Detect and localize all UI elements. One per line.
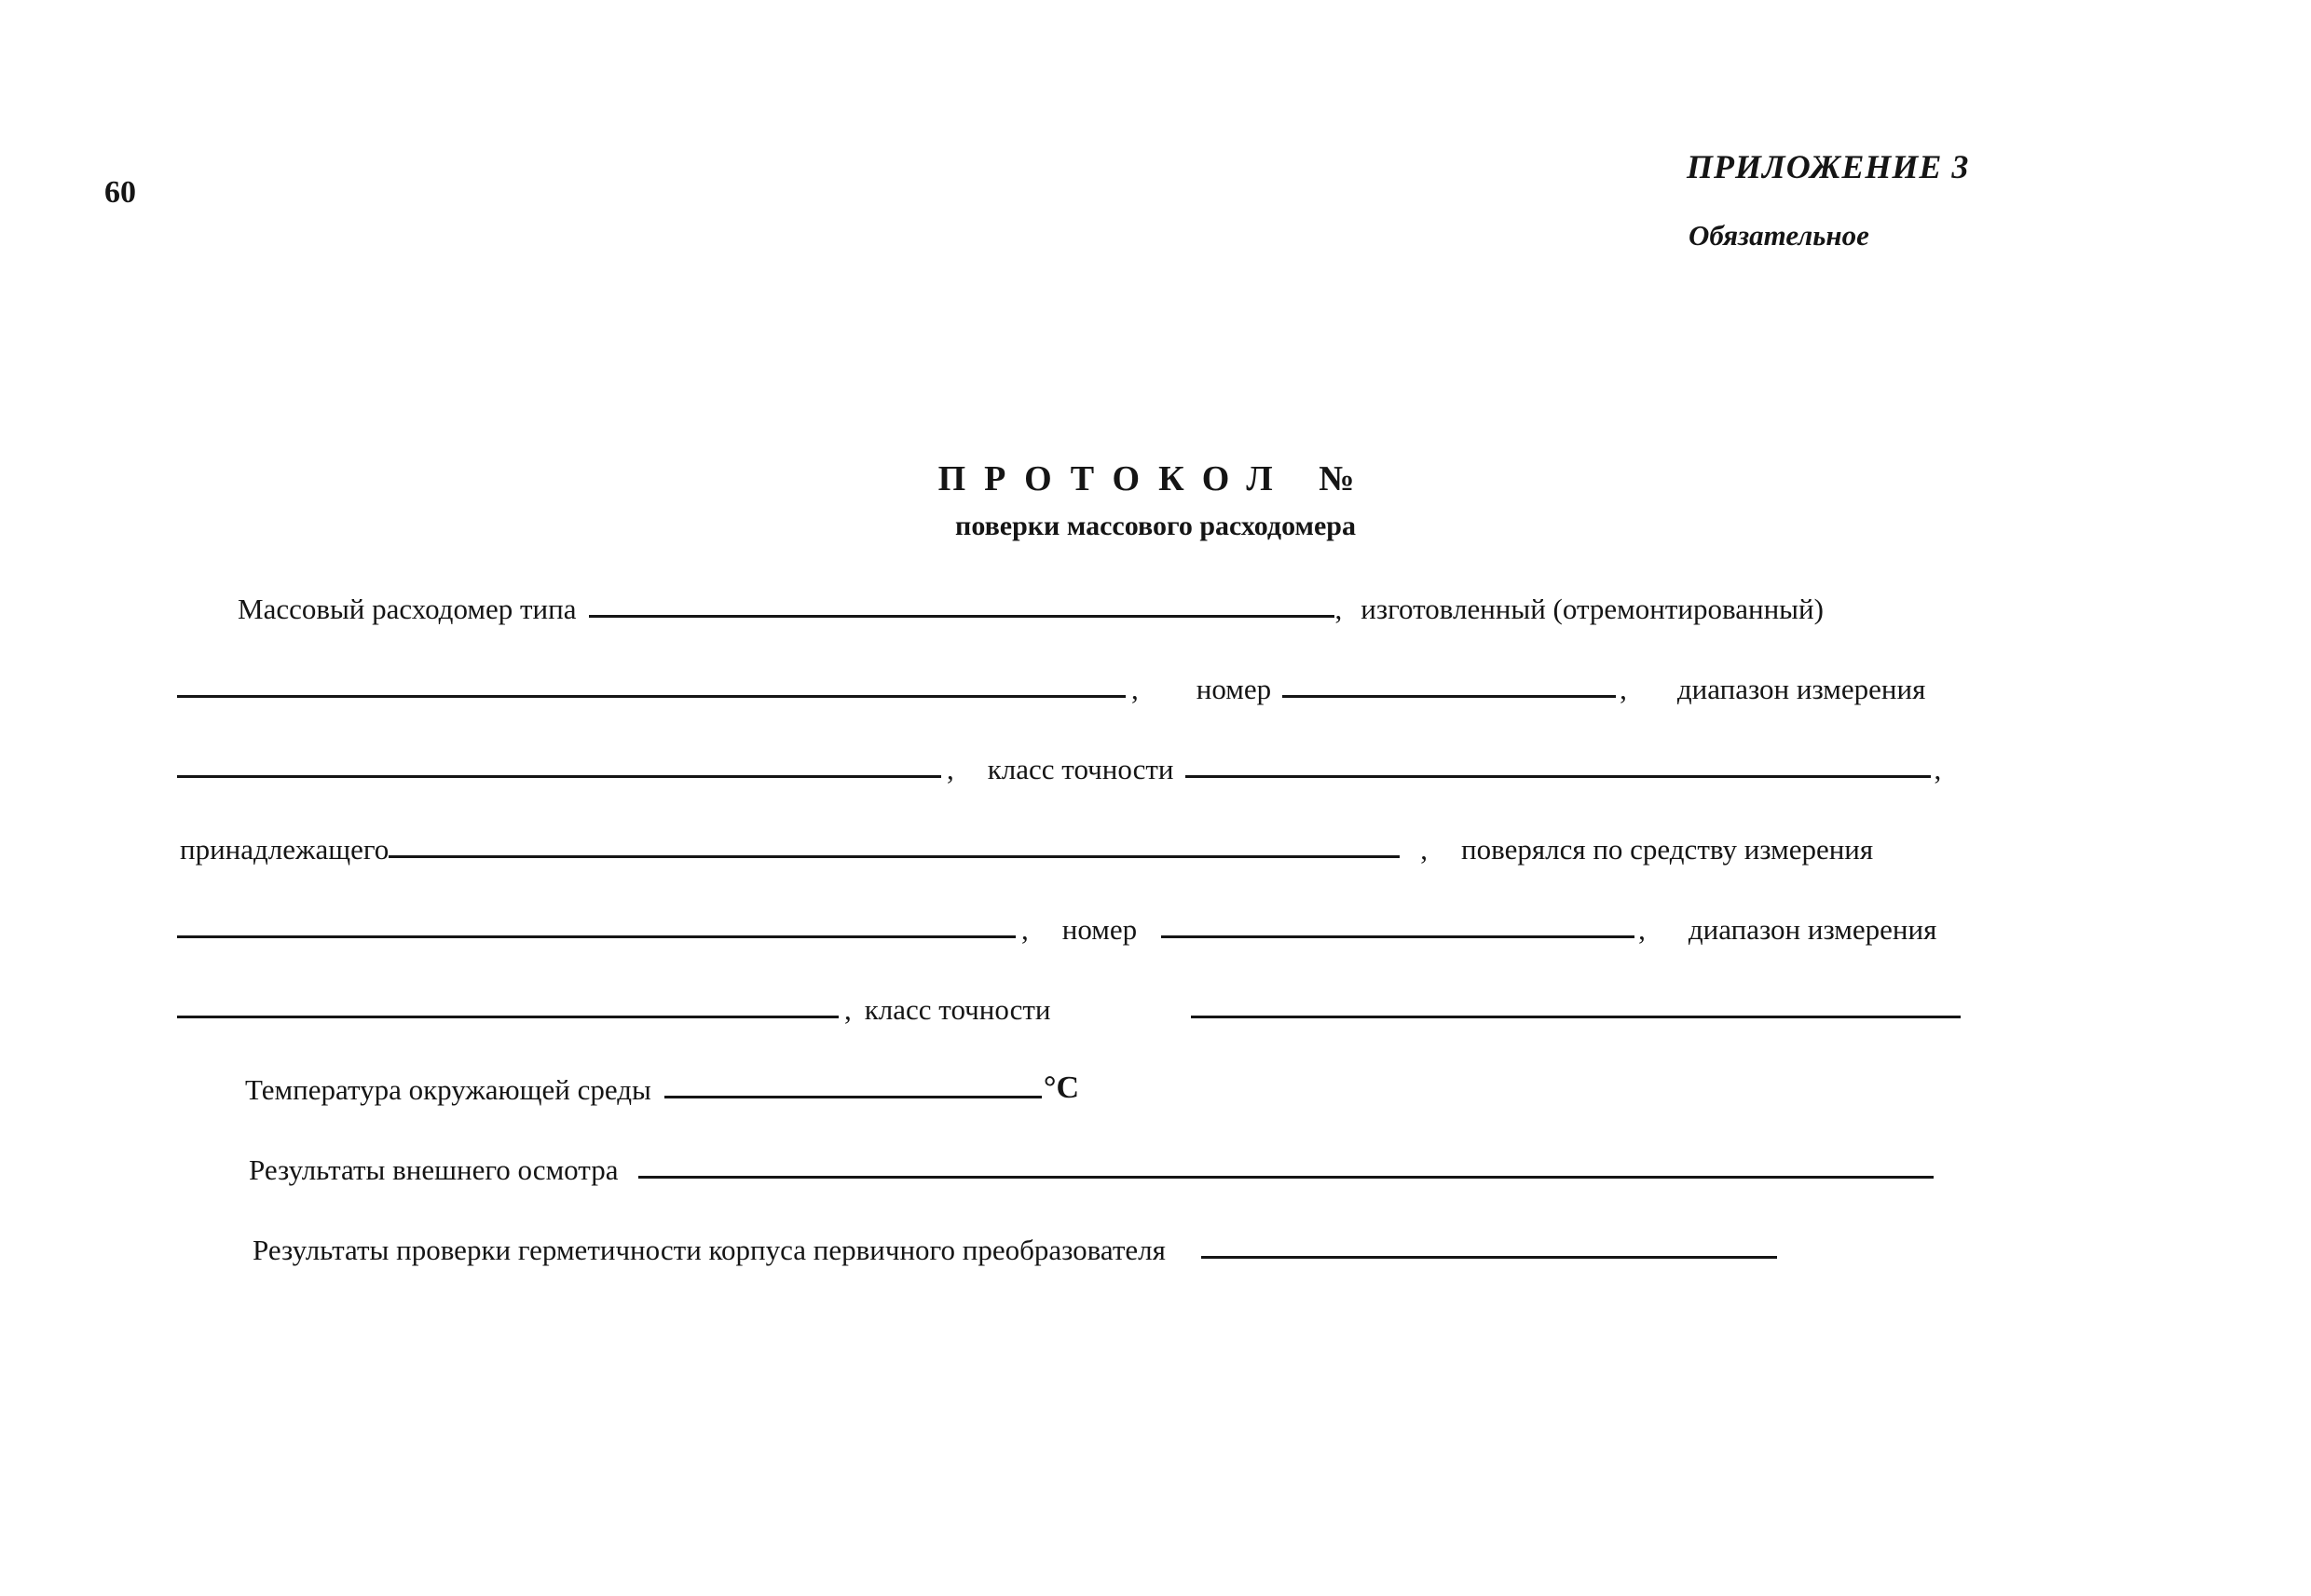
comma: , bbox=[1021, 913, 1029, 946]
comma: , bbox=[947, 753, 954, 785]
form-line-leak-test bbox=[253, 1225, 1777, 1266]
temperature-blank bbox=[664, 1096, 1042, 1098]
comma: , bbox=[1934, 753, 1942, 785]
comma: , bbox=[1131, 673, 1139, 705]
accuracy-class-blank bbox=[1185, 775, 1931, 778]
form-line-manufacturer bbox=[177, 664, 1925, 705]
comma: , bbox=[844, 993, 852, 1026]
number-label: номер bbox=[1196, 673, 1272, 705]
protocol-subtitle: поверки массового расходомера bbox=[955, 511, 1356, 541]
meter-number-blank bbox=[1282, 695, 1616, 698]
owner-blank bbox=[389, 855, 1400, 858]
reference-number-blank bbox=[1161, 935, 1634, 938]
number-label: номер bbox=[1061, 913, 1138, 946]
temperature-label: Температура окружающей среды bbox=[245, 1073, 651, 1106]
owner-label: принадлежащего bbox=[180, 833, 390, 866]
form-line-visual-inspection bbox=[249, 1145, 1934, 1186]
appendix-status: Обязательное bbox=[1689, 219, 1869, 252]
celsius-unit: °С bbox=[1043, 1071, 1080, 1105]
manufactured-label: изготовленный (отремонтированный) bbox=[1361, 593, 1824, 625]
form-line-meter-type bbox=[238, 584, 1824, 625]
reference-accuracy-blank bbox=[1191, 1016, 1961, 1018]
accuracy-class-label: класс точности bbox=[987, 753, 1174, 785]
accuracy-class-label: класс точности bbox=[864, 993, 1051, 1026]
leak-test-blank bbox=[1201, 1256, 1777, 1259]
reference-instrument-blank bbox=[177, 935, 1016, 938]
range-label: диапазон измерения bbox=[1676, 673, 1926, 705]
comma: , bbox=[1620, 673, 1627, 705]
visual-inspection-label: Результаты внешнего осмотра bbox=[249, 1153, 619, 1186]
protocol-title: ПРОТОКОЛ № bbox=[937, 459, 1374, 498]
page-number: 60 bbox=[104, 175, 136, 210]
leak-test-label: Результаты проверки герметичности корпуса первичного преобразователя bbox=[253, 1234, 1166, 1266]
comma: , bbox=[1420, 833, 1429, 866]
manufacturer-blank bbox=[177, 695, 1126, 698]
verified-by-label: поверялся по средству измерения bbox=[1461, 833, 1874, 866]
form-line-owner bbox=[180, 825, 1873, 866]
comma: , bbox=[1334, 593, 1343, 625]
meter-type-blank bbox=[589, 615, 1334, 618]
form-line-accuracy-class bbox=[177, 744, 1941, 785]
form-line-reference-accuracy bbox=[177, 985, 1961, 1026]
comma: , bbox=[1638, 913, 1646, 946]
range-label: диапазон измерения bbox=[1688, 913, 1937, 946]
form-line-temperature bbox=[245, 1065, 1079, 1106]
meter-type-label: Массовый расходомер типа bbox=[238, 593, 577, 625]
appendix-heading: ПРИЛОЖЕНИЕ 3 bbox=[1687, 148, 1970, 185]
reference-range-blank bbox=[177, 1016, 839, 1018]
form-line-reference-instrument bbox=[177, 905, 1936, 946]
visual-inspection-blank bbox=[638, 1176, 1934, 1179]
range-blank bbox=[177, 775, 941, 778]
